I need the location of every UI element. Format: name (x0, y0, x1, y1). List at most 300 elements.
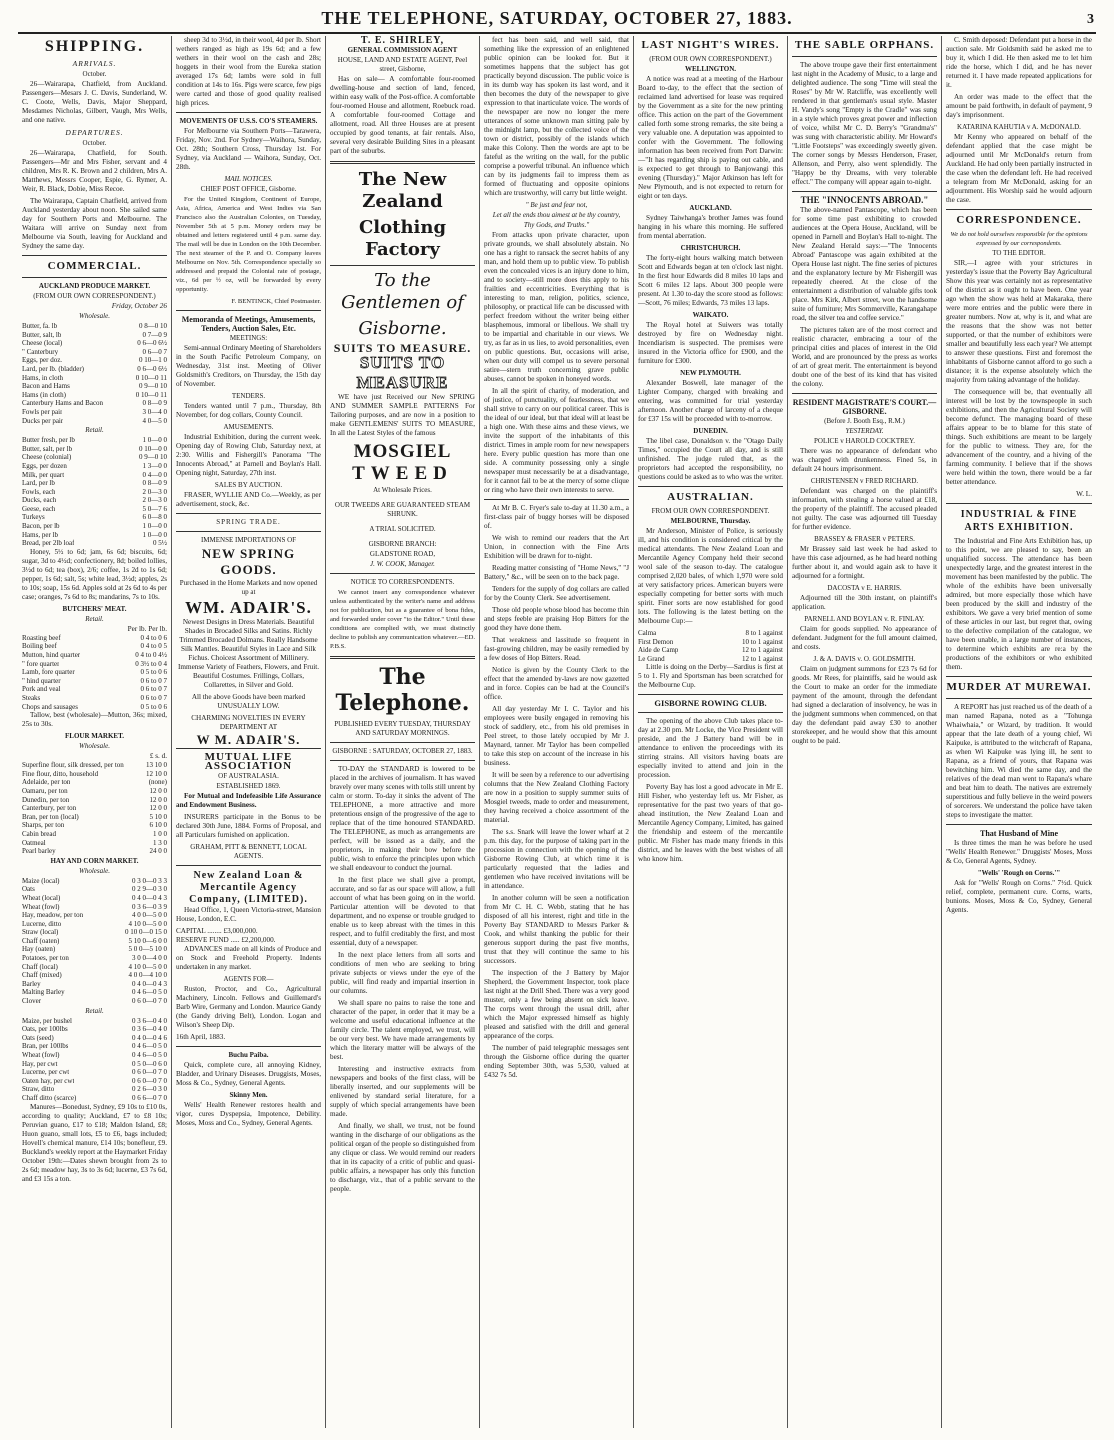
wholesale-price-row (22, 331, 167, 340)
wholesale-price-row-value: 0 10—0 11 (135, 373, 167, 382)
hay-price-row-label: Chaff (oaten) (22, 936, 60, 945)
hay-price-row-value: 0 4 6—0 5 0 (132, 988, 167, 997)
postmaster: F. BENTINCK, Chief Postmaster. (231, 298, 321, 305)
branch-address: GLADSTONE ROAD, (369, 550, 436, 558)
meat-price-row-value: 0 5 to 0 6 (140, 702, 167, 711)
retail-price-row-label: Turkeys (22, 513, 45, 522)
hay-price-row-value: 0 6 0—0 7 0 (132, 997, 167, 1006)
hay-price-row (22, 963, 167, 972)
wholesale-price-row (22, 382, 167, 391)
flour-price-row-value: 5 10 0 (149, 812, 167, 821)
charming-novelties: CHARMING NOVELTIES IN EVERY DEPARTMENT AT (191, 714, 306, 731)
manures-text: Manures—Bonedust, Sydney, £9 10s to £10 0s, according to quality; Auckland, £7 to £8 10s; Peruvian guano, £17 to £18; Maldon Island, £8; Huon guano, small lots, £5 to £6, bags included; Hovell's chemical manure, £14 10s; bonefleur, £9. Buckland's weekly report at the Haymarket Friday October 19th:—Dates shewn brought from 2s to 2s 6d; meadow hay, 3s to 3s 6d; lucerne, £3 7s 6d, and £3 15s a ton. (22, 1102, 167, 1183)
industrial-text: The Industrial and Fine Arts Exhibition has, up to this point, we are pleased to say, been an unqualified success. The attendance has been unexpectedly large, and the greatest interest in the movement has been manifested by the public. The whole of the exhibits have been universally admired, but more especially those which have been produced by the skill and industry of the exhibitors. We gave a very brief mention of some of these articles in our last, but regret that, owing to the defective compilation of the catalogue, we have been unable, in a large number of instances, to determine which exhibits are re:a by the productions of the exhibitors or who exhibited them. (946, 537, 1092, 671)
retail-price-row (22, 453, 167, 462)
cup-betting-row-label: Le Grand (638, 654, 665, 663)
flour-price-row-label: Bran, per ton (local) (22, 812, 79, 821)
editorial-paragraph: From attacks upon private character, upon private grounds, we shall absolutely abstain. No one has a right to ransack the secret habits of any man, and hold them up to public view. To publish even the concealed vices is an injury done to him, and to society—still more does this apply to his frailties and eccentricities. Everything that is interesting to man, religion, politics, science, philosophy, or practical life can be discussed with perfect freedom without the writer being either blasphemous, immoral or libellous. We shall try to be impartial and charitable in our views. We try, as far as in us lies, to avoid personalities, even on public questions. But, occasions will arise, when our duty will compel us to severe personal satire—stern truth concerning grave public abuses, cannot be spoken in honeyed words. (484, 231, 629, 383)
hay-retail-price-row (22, 1034, 167, 1043)
hay-price-row-value: 5 10 0—6 0 0 (128, 936, 167, 945)
rough-on-corns-heading: "Wells' 'Rough on Corns.'" (977, 869, 1061, 877)
flour-price-row (22, 761, 167, 770)
retail-price-row-value: 2 0—3 0 (142, 496, 167, 505)
rowing-text: The opening of the above Club takes place to-day at 2.30 pm. Mr Locke, the Vice President will preside, and the J Battery band will be in attendance to enliven the proceedings with its stirring strains. All visitors having boats are especially invited to attend and join in the procession. (638, 717, 783, 780)
retail-price-row (22, 496, 167, 505)
cup-betting-row-value: 12 to 1 against (741, 654, 783, 663)
meat-price-row-value: 0 4 to 0 6 (140, 633, 167, 642)
hay-retail-price-row-value: 0 4 6—0 5 0 (132, 1042, 167, 1051)
gentlemen-line-1: To the Gentlemen of (341, 270, 464, 313)
retail-price-row-label: Butter fresh, per lb (22, 436, 75, 445)
divider (176, 513, 321, 514)
meetings-heading: MEETINGS: (229, 334, 268, 342)
hay-retail-price-row (22, 1077, 167, 1086)
hay-price-row (22, 980, 167, 989)
cup-betting-row-label: First Demon (638, 637, 674, 646)
local-paragraph: In another column will be seen a notification from Mr C. H. C. Webb, stating that he has disposed of all his interest, right and title in the Poverty Bay STANDARD to Messrs Parker & Cook, and whilst thanking the public for their generous support during the past five months, trust that they will continue the same to his successors. (484, 894, 629, 965)
hay-price-row-value: 0 4 0—0 4 3 (132, 979, 167, 988)
industrial-heading: INDUSTRIAL & FINE ARTS EXHIBITION. (960, 509, 1078, 533)
shipping-notes: The Wairarapa, Captain Chatfield, arrived from Auckland yesterday about noon. She sailed same day for Southern Ports and Melbourne. The Waitara will arrive on Sunday next from Melbourne via South, leaving for Auckland and Sydney the same day. (22, 197, 167, 250)
wholesale-price-row (22, 391, 167, 400)
capital: CAPITAL ........ £3,000,000. (176, 927, 258, 935)
hay-retail-price-row (22, 1042, 167, 1051)
meat-price-row (22, 668, 167, 677)
arrivals-heading: ARRIVALS. (72, 59, 117, 68)
new-plymouth-text: Alexander Boswell, late manager of the Lighter Company, charged with breaking and entering, was committed for trial yesterday afternoon. Another charge of larceny of a cheque for £37 15s will be proceeded with to-morrow. (638, 379, 783, 423)
wholesale-price-row-value: 0 9—0 10 (139, 382, 167, 391)
meat-price-row-value: 0 6 to 0 7 (140, 676, 167, 685)
flour-price-row-label: Pearl barley (22, 847, 56, 856)
retail-price-row-value: 1 0—0 0 (142, 436, 167, 445)
hay-price-row (22, 894, 167, 903)
hay-retail-price-row-label: Straw, ditto (22, 1085, 55, 1094)
flour-cols: £ s. d. (149, 752, 167, 761)
editorial-paragraph: In the first place we shall give a prompt, accurate, and so far as our space will allow, a full account of what has been going on in the world. Particular attention will be devoted to that department, and no expense or trouble grudged to enable us to keep abreast with the times in this respect, and to fulfil creditably the first, and most essential, duty of a newspaper. (330, 876, 475, 947)
wholesale-price-row-value: 0 8—0 9 (142, 399, 167, 408)
meat-price-row (22, 694, 167, 703)
retail-price-row (22, 539, 167, 548)
flour-price-row-value: 13 10 0 (146, 761, 167, 770)
wholesale-price-row (22, 417, 167, 426)
hay-retail-price-row (22, 1085, 167, 1094)
hay-price-row-value: 3 0 0—4 0 0 (132, 954, 167, 963)
importations: IMMENSE IMPORTATIONS OF (200, 536, 297, 544)
notice-heading: NOTICE TO CORRESPONDENTS. (350, 578, 455, 586)
meat-price-row-label: Pork and veal (22, 685, 61, 694)
skinny-text: Wells' Health Renewer restores health and vigor, cures Dyspepsia, Impotence, Debility. Moses, Moss and Co., Sydney, General Agents. (176, 1101, 321, 1127)
divider (792, 56, 937, 57)
court-text-6: Claim on judgment summons for £23 7s 6d for goods. Mr Rees, for plaintiffs, said he would ask the Court to make an order for the immediate payment of the amount, through the defendant had signed a declaration of insolvency, he was in the judgment summons when commenced, on that day the defendant paid away £30 to another storekeeper, and he would show that this amount ought to be paid. (792, 665, 937, 745)
retail-price-row (22, 436, 167, 445)
flour-price-row-label: Dunedin, per ton (22, 795, 70, 804)
flour-price-row-value: 24 0 0 (149, 847, 167, 856)
husband-text: Is three times the man he was before he used "Wells' Health Renewer." Druggists' Moses, Moss & Co, General Agents, Sydney. (946, 839, 1092, 865)
hay-retail-price-row-label: Oats (seed) (22, 1033, 54, 1042)
hay-price-list (22, 877, 167, 1006)
hay-price-row-label: Clover (22, 997, 42, 1006)
shirley-sub: GENERAL COMMISSION AGENT (347, 46, 458, 54)
divider (330, 265, 475, 266)
retail-price-row (22, 513, 167, 522)
tenders-heading: TENDERS. (231, 392, 266, 400)
local-paragraph: Notice is given by the County Clerk to the effect that the amended by-laws are now gazetted and in force. Copies can be had at the Council's office. (484, 666, 629, 701)
hay-wholesale: Wholesale. (79, 866, 110, 875)
mutual-sub: OF AUSTRALASIA. (218, 772, 279, 780)
to-the-editor: TO THE EDITOR. (992, 249, 1046, 257)
wholesale-price-row-label: Fowls per pair (22, 407, 63, 416)
flour-price-row-value: (none) (148, 778, 167, 787)
hay-price-row (22, 971, 167, 980)
hay-price-row (22, 945, 167, 954)
sable-orphans-text: The above troupe gave their first entertainment last night in the Academy of Music, to a large and delighted audience. The song "Time will steal the Roses" by Mr W. Ratcliffe, was excellently well rendered in that gentleman's usual style. Master H. Vandy's song "Empty is the Cradle" was sung in a style which proves great power and inflection of voice, whilst Mr C. D. Berry's "Grandma's" was sung with characteristic ability. Mr Howard's "Little Footsteps" was exceedingly sweetly given. The corner songs by Messrs Henderson, Fraser, Allenson, and Perry, also went splendidly. The "Happy be thy Dreams, with very tolerable effect." The company will appear again to-night. (792, 61, 937, 186)
retail-price-row-label: Geese, each (22, 504, 56, 513)
quote-line-3: Thy Gods, and Truths." (523, 221, 590, 229)
divider (792, 393, 937, 394)
flour-price-row-value: 12 0 0 (149, 804, 167, 813)
dunedin-dateline: DUNEDIN. (693, 427, 728, 435)
column-4 (480, 36, 634, 1428)
innocents-text-2: The pictures taken are of the most correct and realistic character, embracing a tour of the principal cities and places of interest in the Old World, and are pronounced by the press as works of art of great merit. The entertainment is beyond doubt one of the best of its kind that has visited the colony. (792, 326, 937, 388)
divider (484, 499, 629, 500)
hay-price-row-label: Barley (22, 979, 41, 988)
cup-betting-row (638, 638, 783, 647)
letter-text: SIR,—I agree with your strictures in yesterday's issue that the Poverty Bay Agricultural Show this year was certainly not as representative of the district as it ought to have been. One year ago when the show was held at Makaraka, there were more entries and the public were there in greater numbers. Now at, why is it, and what are the reasons that the show was not better supported, or that the number of exhibitors were smaller and beautifully less each year? We attempt to answer these questions. First and foremost the inhabitants of Gisborne cannot afford to go such a distance; it is the expense absolutely which the majority from taking advantage of the holiday. (946, 259, 1092, 384)
flour-price-row (22, 778, 167, 787)
hay-price-row-label: Malting Barley (22, 988, 65, 997)
letter-text-2: The consequence will be, that eventually all interest will be lost by the townspeople in such exhibitions, and then the Agricultural Society will become defunct. The managing board of these affairs appear to be to blame for this state of things. Such exhibitions are meant to be largely for the public to witness. They are, for the advancement of the country, and a hiving of the farming community. I believe that if the shows were held within the town, there would be a far better attendance. (946, 388, 1092, 486)
hay-price-row-label: Maize (local) (22, 876, 60, 885)
wholesale-price-row-label: Hams, in cloth (22, 373, 64, 382)
dateline: GISBORNE : SATURDAY, OCTOBER 27, 1883. (332, 747, 473, 755)
hay-price-row-value: 4 10 0—5 0 0 (128, 919, 167, 928)
meat-price-row (22, 651, 167, 660)
wholesale-prices: At Wholesale Prices. (373, 486, 432, 494)
christchurch-dateline: CHRISTCHURCH. (680, 244, 741, 252)
local-paragraph: Tenders for the supply of dog collars are called for by the County Clerk. See advertisement. (484, 585, 629, 602)
flour-price-row-label: Adelaide, per ton (22, 778, 71, 787)
tallow-text: Tallow, best (wholesale)—Mutton, 36s; mixed, 25s to 30s. (22, 711, 167, 729)
court-case-kahutia: KATARINA KAHUTIA v A. McDONALD. (957, 123, 1081, 131)
hay-retail-price-row-value: 0 3 6—0 4 0 (132, 1025, 167, 1034)
divider (22, 277, 167, 278)
flour-price-row-value: 1 0 0 (153, 829, 167, 838)
flour-price-list (22, 761, 167, 856)
retail-price-row-value: 1 0—0 0 (142, 530, 167, 539)
honey-text: Honey, 5½ to 6d; jam, 6s 6d; biscuits, 6d; sugar, 3d to 4½d; confectionery, 8d; boiled lollies, 3½d to 6d; tea (box), 2/6; coffee, 1s 2d to 1s 6d; pepper, 1s 6d; salt, 5s; white lead, 3½d; apples, 2s to 10s; soap, 15s 6d. Apples sold at 2s 6d to 4s per case; oranges, 7s 6d to 8s; mandarins, 7s to 10s. (22, 547, 167, 601)
court-case-3: BRASSEY & FRASER v PETERS. (814, 535, 915, 543)
editorial-paragraph: In all the spirit of charity, of moderation, and of justice, of punctuality, of fearlessness, that we shall strive to carry on our political career. This is the ideal of our ideal, but that ideal will at least be a high one. With these aims and these views, we invite the support of the inhabitants of this district. Times in ample room for new newspapers here. Every public question has more than one side. A community possessing only a single newspaper must necessarily be at a disadvantage, for it cannot fail to be at the mercy of some clique or ring who have their own interests to serve. (484, 387, 629, 494)
meat-price-row (22, 703, 167, 712)
retail-price-row (22, 445, 167, 454)
wholesale-price-row (22, 348, 167, 357)
tweed: TWEED (352, 463, 453, 484)
cup-text: Little is doing on the Derby—Sardius is first at 5 to 1. Fly and Sportsman has been scratched for the Melbourne Cup. (638, 663, 783, 690)
court-text-3: Mr Brassey said last week he had asked to have this case adjourned, as he had heard nothing further about it, and would again ask to have it adjourned for a fortnight. (792, 545, 937, 580)
retail-price-list (22, 436, 167, 548)
hay-retail-price-row-value: 0 6 0—0 7 0 (132, 1076, 167, 1085)
court-text-kahutia: Mr Kenny who appeared on behalf of the defendant applied that the case might be adjourned until Mr McDonald's return from Auckland. He had only been partially instructed in the case when the defendant left. He had received a telegram from Mr McDonald, asking for an adjournment. His Worship said he would adjourn the case. (946, 133, 1092, 204)
wellington-dateline: WELLINGTON. (684, 65, 737, 73)
graham-agents: GRAHAM, PITT & BENNETT, LOCAL AGENTS. (190, 843, 307, 860)
wholesale-price-row-value: 0 7—0 9 (142, 330, 167, 339)
meat-price-row (22, 642, 167, 651)
trial: A TRIAL SOLICITED. (369, 525, 436, 533)
flour-wholesale: Wholesale. (79, 742, 110, 751)
branch: GISBORNE BRANCH: (368, 540, 437, 548)
retail-price-row (22, 522, 167, 531)
melbourne-text: Mr Anderson, Minister of Police, is seriously ill, and his condition is considered critical by the medical attendants. The New Zealand Loan and Mercantile Agency Company held their second wool sale of the season to-day. The catalogue comprised 2,020 bales, of which 1,970 were sold at very satisfactory prices. American buyers were especially competing for better sorts with much spirit. Finer sorts are now established for good lots. The following is the latest betting on the Melbourne Cup:— (638, 527, 783, 625)
hay-price-row-label: Chaff (local) (22, 962, 58, 971)
amusements-heading: AMUSEMENTS. (223, 423, 274, 431)
hay-retail-price-row (22, 1060, 167, 1069)
retail-price-row (22, 488, 167, 497)
hay-retail-price-row-label: Hay, per cwt (22, 1059, 58, 1068)
hay-price-row (22, 997, 167, 1006)
australian-heading: AUSTRALIAN. (667, 491, 754, 503)
mutual-text: INSURERS participate in the Bonus to be declared 30th June, 1884. Forms of Proposal, and all Particulars furnished on application. (176, 813, 321, 839)
divider (792, 191, 937, 192)
flour-price-row (22, 847, 167, 856)
new-plymouth-dateline: NEW PLYMOUTH. (680, 369, 741, 377)
flour-price-row-label: Fine flour, ditto, household (22, 769, 99, 778)
hay-price-row (22, 885, 167, 894)
meat-price-row-value: 0 6 to 0 7 (140, 694, 167, 702)
hay-retail-price-row-value: 0 2 6—0 3 0 (132, 1085, 167, 1094)
flour-price-row-label: Canterbury, per ton (22, 804, 77, 813)
local-paragraph: Reading matter consisting of "Home News," "J Battery," &c., will be seen on to the back page. (484, 564, 629, 581)
hay-retail-price-row (22, 1051, 167, 1060)
editorial-paragraph: fect has been said, and well said, that something like the expression of an enlightened public opinion can be looked for. But it sometimes happens that the subject has got practically beyond discussion. The public voice is in its dumb way has spoken its last word, and it then becomes the duty of the newspaper to give expression to that inarticulate voice. The words of the newspaper are now no longer the mere utterances of some unknown man sitting pale by the midnight lamp, but the collected voice of the town or district, possibly of the islands which make this Colony. Then the words are apt to be fateful as the writing on the wall, for the public comprise a powerful tribunal. An influence which can by its judgments fail to impress them as formed of fluctuating and opposite opinions which are trustworthy, will carry but little weight. (484, 36, 629, 197)
hay-retail: Retail. (85, 1006, 104, 1015)
shirley-heading: T. E. SHIRLEY, (360, 36, 445, 46)
column-3 (326, 36, 480, 1428)
divider (176, 865, 321, 866)
agents-text: Ruston, Proctor, and Co., Agricultural Machinery, Lincoln. Fellows and Guillemard's Barb Wire, Germany and London. Maurice Gandy (the Gandy driving Belt), London. Logan and Wilson's Sheep Dip. (176, 985, 321, 1029)
editorial-paragraph: In the next place letters from all sorts and conditions of men who are seeking to bring private subjects or views under the eye of the public, will find ready and impartial insertion in our columns. (330, 951, 475, 995)
departures-text: 26—Wairarapa, Chatfield, for South. Passengers—Mr and Mrs Fisher, servant and 4 children, Mrs R. K. Brown and 2 children, Mrs A. Matthews, Messrs Cooper, Espie, G. Rymer, A. Weir, R. Black, Dobie, Miss Recoe. (22, 149, 167, 193)
hay-price-row-value: 0 2 9—0 3 0 (132, 885, 167, 894)
hay-retail-price-row (22, 1017, 167, 1026)
meat-price-row-label: Mutton, hind quarter (22, 651, 81, 660)
meat-price-list (22, 634, 167, 711)
hay-retail-price-row-value: 0 6 6—0 7 0 (132, 1093, 167, 1102)
divider (330, 760, 475, 761)
retail-price-row-value: 5 0—7 6 (142, 504, 167, 513)
butchers-retail: Retail. (85, 614, 104, 623)
divider (330, 161, 475, 164)
flour-price-row-value: 12 0 0 (149, 786, 167, 795)
telephone-masthead: The Telephone. (335, 664, 470, 716)
memoranda-heading: Memoranda of Meetings, Amusements, Tenders, Auction Sales, Etc. (181, 315, 316, 333)
hay-price-row-label: Wheat (fowl) (22, 902, 60, 911)
court-case-5: PARNELL AND BOYLAN v. R. FINLAY. (804, 615, 925, 623)
wholesale-price-row-value: 0 6—0 6½ (137, 339, 167, 348)
retail-price-row-label: Butter, salt, per lb (22, 444, 73, 453)
court-text-5: Claim for goods supplied. No appearance of defendant. Judgment for the full amount claimed, and costs. (792, 625, 937, 651)
auckland-text: Sydney Taiwhanga's brother James was found hanging in his whare this morning. He suffered from mental aberration. (638, 214, 783, 240)
wholesale-price-row-value: 4 0—5 0 (142, 416, 167, 425)
newspaper-title: THE TELEPHONE, SATURDAY, OCTOBER 27, 1883. (321, 8, 793, 28)
wholesale-price-row-label: Bacon and Hams (22, 382, 70, 391)
hay-retail-price-row-value: 0 4 0—0 4 6 (132, 1033, 167, 1042)
retail-price-row-value: 0 5½ (153, 539, 167, 548)
divider (330, 742, 475, 743)
meat-price-row-label: Boiling beef (22, 642, 57, 651)
page-number: 3 (1087, 12, 1094, 27)
agents-date: 16th April, 1883. (176, 1033, 226, 1041)
buchu-heading: Buchu Paiba. (228, 1051, 269, 1059)
suits-to-measure-2: SUITS TO MEASURE (356, 353, 449, 392)
retail-price-row-value: 1 0—0 0 (142, 522, 167, 531)
wholesale-price-row-value: 3 0—4 0 (142, 407, 167, 416)
published-note: PUBLISHED EVERY TUESDAY, THURSDAY AND SATURDAY MORNINGS. (334, 720, 471, 737)
adair-heading: WM. ADAIR'S. (185, 598, 312, 617)
wholesale-label: Wholesale. (79, 312, 110, 320)
retail-price-row-value: 6 0—8 0 (142, 513, 167, 522)
mail-notices-sub: CHIEF POST OFFICE, Gisborne. (200, 185, 297, 193)
meat-price-row-label: Lamb, fore quarter (22, 668, 75, 677)
wholesale-price-row-value: 0 6—0 6½ (137, 364, 167, 373)
retail-label: Retail. (85, 426, 104, 435)
hay-heading: HAY AND CORN MARKET. (50, 856, 139, 865)
local-paragraph: At Mr B. C. Fryer's sale to-day at 11.30 a.m., a first-class pair of buggy horses will be disposed of. (484, 504, 629, 530)
hay-price-row-label: Lucerne, ditto (22, 919, 62, 928)
guaranteed: OUR TWEEDS ARE GUARANTEED STEAM SHRUNK. (334, 501, 471, 518)
local-paragraph: We wish to remind our readers that the Art Union, in connection with the Fine Arts Exhibition will be drawn for to-night. (484, 534, 629, 560)
court-heading: RESIDENT MAGISTRATE'S COURT.—GISBORNE. (792, 398, 937, 416)
adair-description: Newest Designs in Dress Materials. Beautiful Shades in Brocaded Silks and Satins. Richly Trimmed Brocaded Dolmans. Really Handsome Silk Mantles. Beautiful Styles in Lace and Silk Fichus. Choicest Assortment of Millinery. Immense Variety of Feathers, Flowers, and Fruit. Beautiful Costumes. Frillings, Collars, Collarettes, in Silver and Gold. (178, 618, 319, 689)
flour-price-row-value: 12 0 0 (149, 795, 167, 804)
agents-heading: AGENTS FOR— (223, 975, 274, 983)
retail-price-row-label: Fowls, each (22, 487, 56, 496)
commercial-heading: COMMERCIAL. (47, 260, 142, 272)
hay-price-row-value: 0 3 6—0 3 9 (132, 902, 167, 911)
mail-notices-text: For the United Kingdom, Continent of Europe, Asia, Africa, America and West Indies via San Francisco also the Australian Colonies, on Tuesday, November 5th at 5 p.m. Money orders may be obtained and letters registered until 4 p.m. same day. The mail will be due in London on the 10th December. The next steamer of the P. and O. Company leaves Melbourne on Nov. 5th. Correspondence specially so addressed and prepaid the Colonial rate of postage, viz., 6d per ½ oz, will be forwarded by every opportunity. (176, 196, 321, 293)
mutual-for: For Mutual and Indefeasible Life Assurance and Endowment Business. (176, 792, 321, 809)
local-paragraph: All day yesterday Mr I. C. Taylor and his employees were busily engaged in removing his stock of saddlery, etc., from his old premises in Peel street, to those lately occupied by Mr J. Maynard, tanner. Mr Taylor has been compelled to take this step on account of the increase in his business. (484, 705, 629, 767)
mutual-est: ESTABLISHED 1869. (216, 782, 281, 790)
divider (946, 698, 1092, 699)
retail-price-row-label: Eggs, per dozen (22, 461, 67, 470)
rowing-heading: GISBORNE ROWING CLUB. (654, 698, 767, 709)
market-date: Friday, October 26 (111, 302, 167, 310)
meat-price-row-label: Steaks (22, 694, 41, 702)
hay-price-row-label: Chaff (mixed) (22, 971, 62, 980)
cup-betting-row (638, 655, 783, 664)
court-text-4: Adjourned till the 30th instant, on plaintiff's application. (792, 594, 937, 611)
shirley-text: Has on sale— A comfortable four-roomed dwelling-house and section of land, fenced, within easy walk of the Post-office. A comfortable four-roomed House and allotment, Roebuck road. A comfortable four-roomed Cottage and allotment, road. All three Houses are at present occupied by good tenants, at fair rentals. Also, several very desirable Building Sites in a pleasant part of the suburbs. (330, 75, 475, 155)
nz-clothing-factory-line-1: The New Zealand (358, 169, 447, 212)
cup-betting-row (638, 629, 783, 638)
meat-price-row-value: 0 4 to 0 4½ (135, 651, 167, 660)
meat-price-row-label: " hind quarter (22, 676, 61, 685)
correspondence-note: We do not hold ourselves responsible for the opinions expressed by our correspondents. (950, 231, 1088, 247)
hay-price-row-label: Hay, meadow, per ton (22, 911, 84, 920)
meat-price-row (22, 660, 167, 669)
local-paragraph: That weakness and lassitude so frequent in fast-growing children, may be easily remedied by a few doses of Hop Bitters. Read. (484, 636, 629, 662)
suits-to-measure-1: SUITS TO MEASURE. (333, 341, 472, 355)
fisher-text: Poverty Bay has lost a good advocate in Mr E. Hill Fisher, who yesterday left us. Mr Fisher, as representative for the past two years of that go-ahead institution, the New Zealand Loan and Mercantile Agency Company, Limited, has gained the friendship and esteem of the mercantile public. Mr Fisher has made many friends in this district, and he leaves with the best wishes of all who know him. (638, 783, 783, 864)
meat-price-row-value: 0 4 to 0 5 (140, 642, 167, 651)
retail-price-row-value: 0 4—0 0 (142, 470, 167, 479)
hay-price-row (22, 937, 167, 946)
rough-on-corns-text: Ask for "Wells' Rough on Corns." 7½d. Quick relief, complete, permanent cure. Corns, warts, bunions. Moses, Moss & Co, Sydney, General Agents. (946, 879, 1092, 914)
divider (946, 209, 1092, 210)
wholesale-price-row-value: 0 10—1 0 (139, 356, 167, 365)
meat-price-row (22, 677, 167, 686)
wholesale-price-row-value: 0 10—0 11 (135, 390, 167, 399)
cup-betting-row-value: 10 to 1 against (741, 637, 783, 646)
flour-price-row (22, 813, 167, 822)
hay-price-row-label: Hay (oaten) (22, 945, 56, 954)
flour-price-row (22, 804, 167, 813)
adair-goods: All the above Goods have been marked UNUSUALLY LOW. (191, 693, 306, 710)
wholesale-price-row-label: Butter, fa. lb (22, 322, 58, 330)
retail-price-row-label: Bacon, per lb (22, 522, 60, 531)
wholesale-price-row (22, 339, 167, 348)
court-text-1: There was no appearance of defendant who was charged with drunkenness. Fined 5s, in default 24 hours imprisonment. (792, 447, 937, 473)
cup-betting-row (638, 646, 783, 655)
wholesale-price-row-value: 0 6—0 7 (142, 347, 167, 356)
flour-price-row-value: 6 10 0 (149, 821, 167, 830)
divider (946, 676, 1092, 677)
letter-signature: W. L. (1076, 490, 1092, 498)
wholesale-price-row (22, 399, 167, 408)
divider (176, 310, 321, 311)
retail-price-row-value: 1 3—0 0 (142, 461, 167, 470)
meetings-text: Semi-annual Ordinary Meeting of Shareholders in the South Pacific Petroleum Company, on Wednesday, 31st inst. Meeting of Oliver Goldsmith's Creditors, on Thursday, the 15th day of November. (176, 344, 321, 388)
husband-heading: That Husband of Mine (979, 829, 1059, 838)
hay-retail-price-row-value: 0 5 0—0 6 0 (132, 1059, 167, 1068)
local-paragraph: Those old people whose blood has become thin and steps feeble are praising Hop Bitters for the good they have done them. (484, 606, 629, 632)
hay-price-row-value: 5 0 0—5 10 0 (128, 945, 167, 954)
wholesale-price-row-label: Lard, per lb. (bladder) (22, 364, 84, 373)
editorial-paragraph: Interesting and instructive extracts from newspapers and books of the first class, will be liberally inserted, and our supplements will be enlivened by standard serial literature, for a supply of which special arrangements have been made. (330, 1065, 475, 1118)
correspondence-heading: CORRESPONDENCE. (956, 214, 1082, 226)
flour-price-row-value: 1 3 0 (153, 838, 167, 847)
nz-loan-office: Head Office, 1, Queen Victoria-street, Mansion House, London, E.C. (176, 906, 321, 923)
hay-retail-price-row-value: 0 3 6—0 4 0 (132, 1016, 167, 1025)
wholesale-price-row-label: Canterbury Hams and Bacon (22, 399, 104, 408)
hay-price-row-value: 4 10 0—5 0 0 (128, 962, 167, 971)
wholesale-price-row-value: 0 8—0 10 (139, 322, 167, 330)
meat-price-row-label: " fore quarter (22, 659, 60, 668)
divider (638, 712, 783, 713)
column-7 (942, 36, 1096, 1428)
cup-betting-row-label: Aide de Camp (638, 646, 679, 655)
new-spring-goods: NEW SPRING GOODS. (201, 546, 296, 577)
retail-price-row-label: Ducks, each (22, 496, 57, 505)
nz-clothing-factory-line-2: Clothing Factory (358, 217, 447, 260)
divider (638, 486, 783, 487)
retail-price-row-label: Lard, per lb (22, 479, 55, 488)
retail-price-row (22, 471, 167, 480)
flour-price-row-label: Oamaru, per ton (22, 786, 68, 795)
murder-text: A REPORT has just reached us of the death of a man named Rapana, noted as a "Tohunga Whaiwhaia," or Wizard, by tradition. It would appear that the late death of a young chief, Wi Kaipuke, is attributed to the witchcraft of Rapana, as when Wi Kaipuke was lying ill, he sent to Rapana, as a friend of yours, that Rapana was bewitching him. Wi died the same day, and the relatives of the dead man went to Rapana's whare and beat him to death. The natives are extremely superstitious and fully believe in the weird powers of sorcerers. We understand the police have taken steps to investigate the matter. (946, 703, 1092, 819)
spring-trade: SPRING TRADE. (216, 518, 281, 526)
column-5 (634, 36, 788, 1428)
advances-text: ADVANCES made on all kinds of Produce and on Stock and Freehold Property. Indents undertaken in any market. (176, 945, 321, 971)
retail-price-row-value: 0 10—0 0 (139, 444, 167, 453)
waikato-text: The Royal hotel at Suiwers was totally destroyed by fire on Wednesday night. Incendiarism is suspected. The premises were insured in the Victoria office for £900, and the furniture for £300. (638, 321, 783, 365)
melbourne-dateline: MELBOURNE, Thursday. (670, 517, 751, 525)
column-6 (788, 36, 942, 1428)
meat-price-row-value: 0 6 to 0 7 (140, 685, 167, 694)
manager: J. W. COOK, Manager. (370, 560, 435, 568)
hay-price-row-label: Straw (local) (22, 928, 59, 937)
hay-price-row-label: Wheat (local) (22, 893, 61, 902)
